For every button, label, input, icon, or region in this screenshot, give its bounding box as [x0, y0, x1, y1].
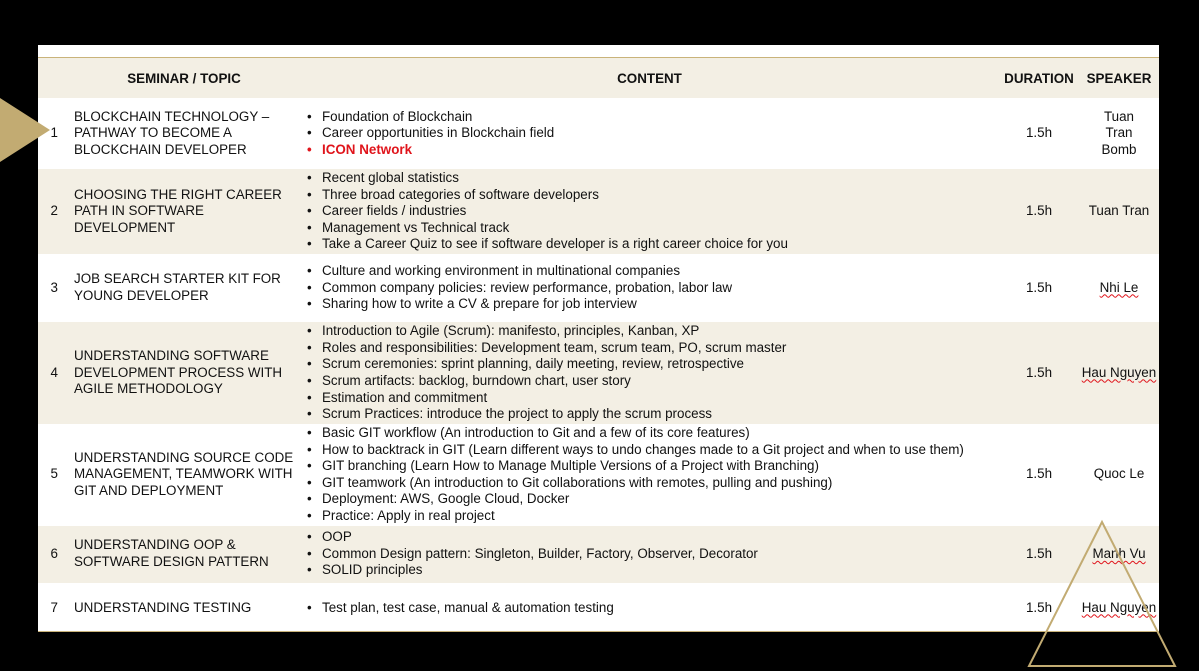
content-item: • Recent global statistics [304, 170, 999, 187]
topic-cell: JOB SEARCH STARTER KIT FOR YOUNG DEVELOPER [64, 255, 304, 322]
content-cell [304, 322, 999, 425]
topic-cell: UNDERSTANDING SOFTWARE DEVELOPMENT PROCESS WITH AGILE METHODOLOGY [64, 322, 304, 425]
table-row [38, 169, 1159, 255]
speaker-cell [1079, 255, 1159, 322]
content-cell [304, 255, 999, 322]
content-item: • Common company policies: review performance, probation, labor law [304, 280, 999, 297]
speaker-name: Nhi Le [1099, 279, 1139, 295]
topic-cell: UNDERSTANDING TESTING [64, 583, 304, 632]
duration-cell: 1.5h [999, 99, 1079, 169]
content-item: • Practice: Apply in real project [304, 508, 999, 525]
topic-cell: UNDERSTANDING SOURCE CODE MANAGEMENT, TEAMWORK WITH GIT AND DEPLOYMENT [64, 425, 304, 526]
speaker-cell: Tuan Tran Bomb [1079, 99, 1159, 169]
speaker-cell: Tuan Tran [1079, 169, 1159, 255]
duration-cell: 1.5h [999, 583, 1079, 632]
row-number: 5 [38, 425, 64, 526]
duration-cell: 1.5h [999, 425, 1079, 526]
content-item: • Scrum artifacts: backlog, burndown chart, user story [304, 373, 999, 390]
table-row [38, 583, 1159, 632]
content-item: • GIT branching (Learn How to Manage Multiple Versions of a Project with Branching) [304, 458, 999, 475]
content-item: • Sharing how to write a CV & prepare for job interview [304, 296, 999, 313]
duration-cell: 1.5h [999, 322, 1079, 425]
duration-cell: 1.5h [999, 169, 1079, 255]
table-row [38, 99, 1159, 169]
content-item: • Scrum Practices: introduce the project to apply the scrum process [304, 406, 999, 423]
speaker-name: Hau Nguyen [1081, 364, 1157, 380]
content-item: • SOLID principles [304, 562, 999, 579]
content-item: • Roles and responsibilities: Development team, scrum team, PO, scrum master [304, 340, 999, 357]
content-item: • Scrum ceremonies: sprint planning, daily meeting, review, retrospective [304, 356, 999, 373]
content-cell [304, 169, 999, 255]
row-number: 6 [38, 525, 64, 583]
table-row [38, 255, 1159, 322]
row-number: 4 [38, 322, 64, 425]
speaker-header: SPEAKER [1079, 58, 1159, 99]
topic-header: SEMINAR / TOPIC [64, 58, 304, 99]
speaker-cell [1079, 322, 1159, 425]
content-cell [304, 99, 999, 169]
content-item: • Basic GIT workflow (An introduction to Git and a few of its core features) [304, 425, 999, 442]
row-number: 1 [38, 99, 64, 169]
content-item: • OOP [304, 529, 999, 546]
content-cell [304, 583, 999, 632]
table-row [38, 425, 1159, 526]
content-item: • Three broad categories of software developers [304, 187, 999, 204]
speaker-cell: Quoc Le [1079, 425, 1159, 526]
content-item: • GIT teamwork (An introduction to Git collaborations with remotes, pulling and pushing) [304, 475, 999, 492]
row-number: 2 [38, 169, 64, 255]
content-item: • Management vs Technical track [304, 220, 999, 237]
table-row [38, 525, 1159, 583]
content-item: • Career fields / industries [304, 203, 999, 220]
row-number: 3 [38, 255, 64, 322]
table-row [38, 322, 1159, 425]
content-cell [304, 425, 999, 526]
content-cell [304, 525, 999, 583]
topic-cell: CHOOSING THE RIGHT CAREER PATH IN SOFTWARE DEVELOPMENT [64, 169, 304, 255]
content-item: • Test plan, test case, manual & automation testing [304, 600, 999, 617]
table-header-row [38, 58, 1159, 99]
seminar-table [38, 58, 1159, 632]
content-header: CONTENT [304, 58, 999, 99]
content-item: • Deployment: AWS, Google Cloud, Docker [304, 491, 999, 508]
content-item: • Culture and working environment in multinational companies [304, 263, 999, 280]
speaker-name: Manh Vu [1092, 545, 1146, 561]
content-item: • Foundation of Blockchain [304, 109, 999, 126]
duration-header: DURATION [999, 58, 1079, 99]
gold-triangle-outline-icon [1026, 519, 1178, 669]
content-item: • Introduction to Agile (Scrum): manifesto, principles, Kanban, XP [304, 323, 999, 340]
num-header [38, 58, 64, 99]
content-item: • Career opportunities in Blockchain field [304, 125, 999, 142]
speaker-name: Hau Nguyen [1081, 599, 1157, 615]
content-item: • How to backtrack in GIT (Learn different ways to undo changes made to a Git project and when to use them) [304, 442, 999, 459]
duration-cell: 1.5h [999, 525, 1079, 583]
topic-cell: UNDERSTANDING OOP & SOFTWARE DESIGN PATTERN [64, 525, 304, 583]
topic-cell: BLOCKCHAIN TECHNOLOGY – PATHWAY TO BECOME A BLOCKCHAIN DEVELOPER [64, 99, 304, 169]
content-item: • Common Design pattern: Singleton, Builder, Factory, Observer, Decorator [304, 546, 999, 563]
content-item: • Estimation and commitment [304, 390, 999, 407]
content-item: • Take a Career Quiz to see if software developer is a right career choice for you [304, 236, 999, 253]
duration-cell: 1.5h [999, 255, 1079, 322]
content-item-highlight: • ICON Network [304, 142, 999, 159]
bottom-divider [38, 631, 1159, 632]
row-number: 7 [38, 583, 64, 632]
